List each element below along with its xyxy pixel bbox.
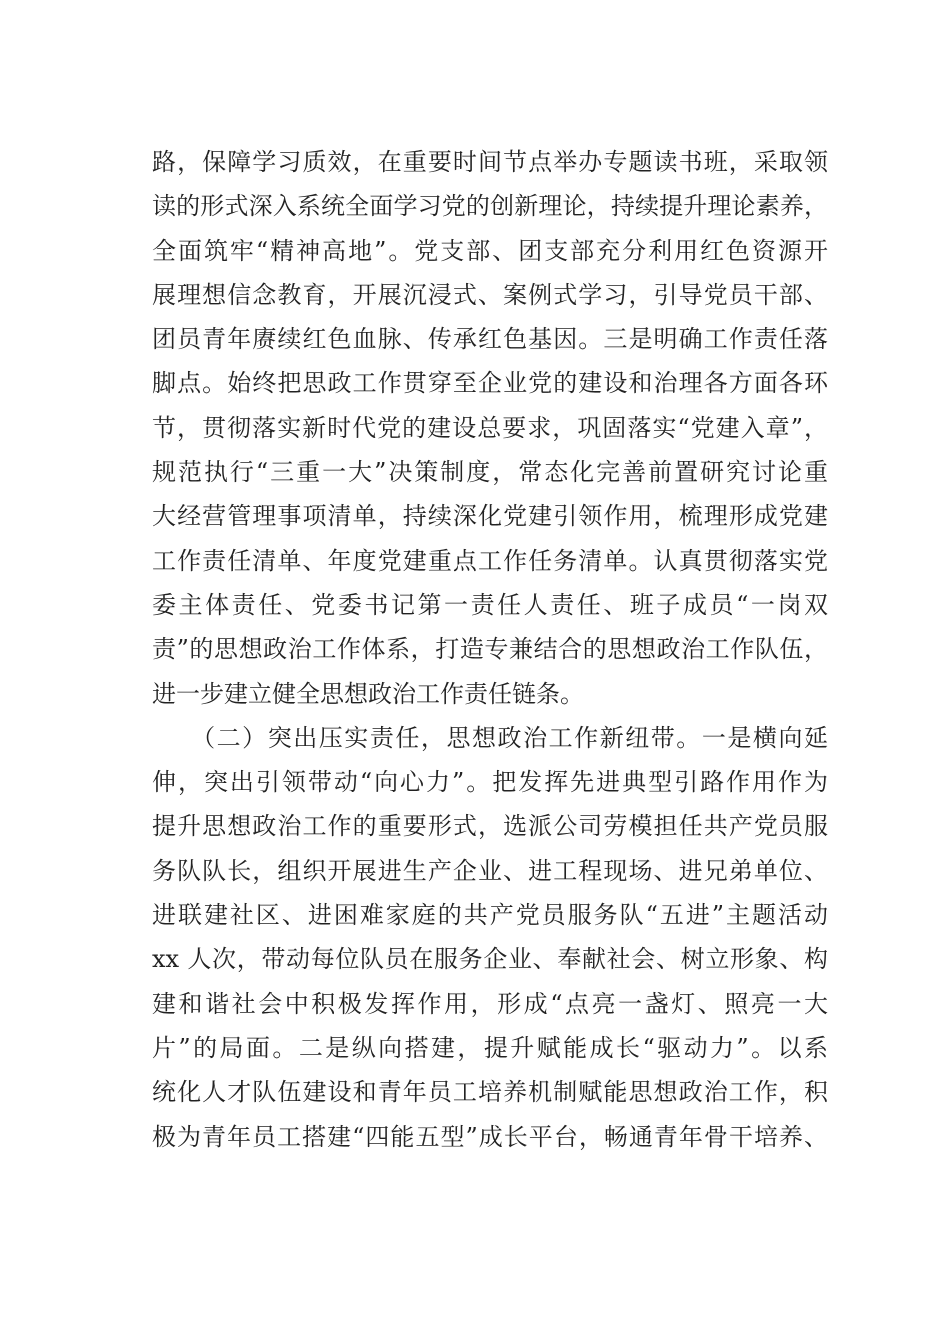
text-line: 规范执行“三重一大”决策制度，常态化完善前置研究讨论重	[152, 458, 828, 487]
paragraph-1	[152, 140, 828, 716]
text-line: 进一步建立健全思想政治工作责任链条。	[152, 679, 584, 708]
text-line: 团员青年赓续红色血脉、传承红色基因。三是明确工作责任落	[152, 325, 828, 354]
text-line: 路，保障学习质效，在重要时间节点举办专题读书班，采取领	[152, 148, 828, 176]
text-line: 全面筑牢“精神高地”。党支部、团支部充分利用红色资源开	[152, 236, 828, 265]
text-line: 工作责任清单、年度党建重点工作任务清单。认真贯彻落实党	[152, 546, 828, 575]
text-line: 委主体责任、党委书记第一责任人责任、班子成员“一岗双	[152, 590, 828, 619]
text-line: 提升思想政治工作的重要形式，选派公司劳模担任共产党员服	[152, 812, 828, 841]
text-line: 脚点。始终把思政工作贯穿至企业党的建设和治理各方面各环	[152, 369, 828, 398]
text-line: 务队队长，组织开展进生产企业、进工程现场、进兄弟单位、	[152, 856, 828, 885]
text-line: xx 人次，带动每位队员在服务企业、奉献社会、树立形象、构	[152, 945, 828, 974]
text-line: 读的形式深入系统全面学习党的创新理论，持续提升理论素养，	[152, 192, 828, 221]
text-line: 责”的思想政治工作体系，打造专兼结合的思想政治工作队伍，	[152, 635, 828, 664]
body-text	[152, 140, 828, 1159]
text-line: 片”的局面。二是纵向搭建，提升赋能成长“驱动力”。以系	[152, 1033, 828, 1062]
text-line: 进联建社区、进困难家庭的共产党员服务队“五进”主题活动	[152, 901, 828, 930]
text-line: 节，贯彻落实新时代党的建设总要求，巩固落实“党建入章”，	[152, 413, 828, 442]
text-line: 展理想信念教育，开展沉浸式、案例式学习，引导党员干部、	[152, 280, 828, 309]
text-line: （二）突出压实责任，思想政治工作新纽带。一是横向延	[152, 723, 828, 752]
text-line: 统化人才队伍建设和青年员工培养机制赋能思想政治工作，积	[152, 1078, 828, 1107]
text-line: 伸，突出引领带动“向心力”。把发挥先进典型引路作用作为	[152, 768, 828, 797]
text-line: 大经营管理事项清单，持续深化党建引领作用，梳理形成党建	[152, 502, 828, 531]
text-line: 极为青年员工搭建“四能五型”成长平台，畅通青年骨干培养、	[152, 1122, 828, 1151]
paragraph-2	[152, 716, 828, 1159]
text-line: 建和谐社会中积极发挥作用，形成“点亮一盏灯、照亮一大	[152, 989, 828, 1018]
